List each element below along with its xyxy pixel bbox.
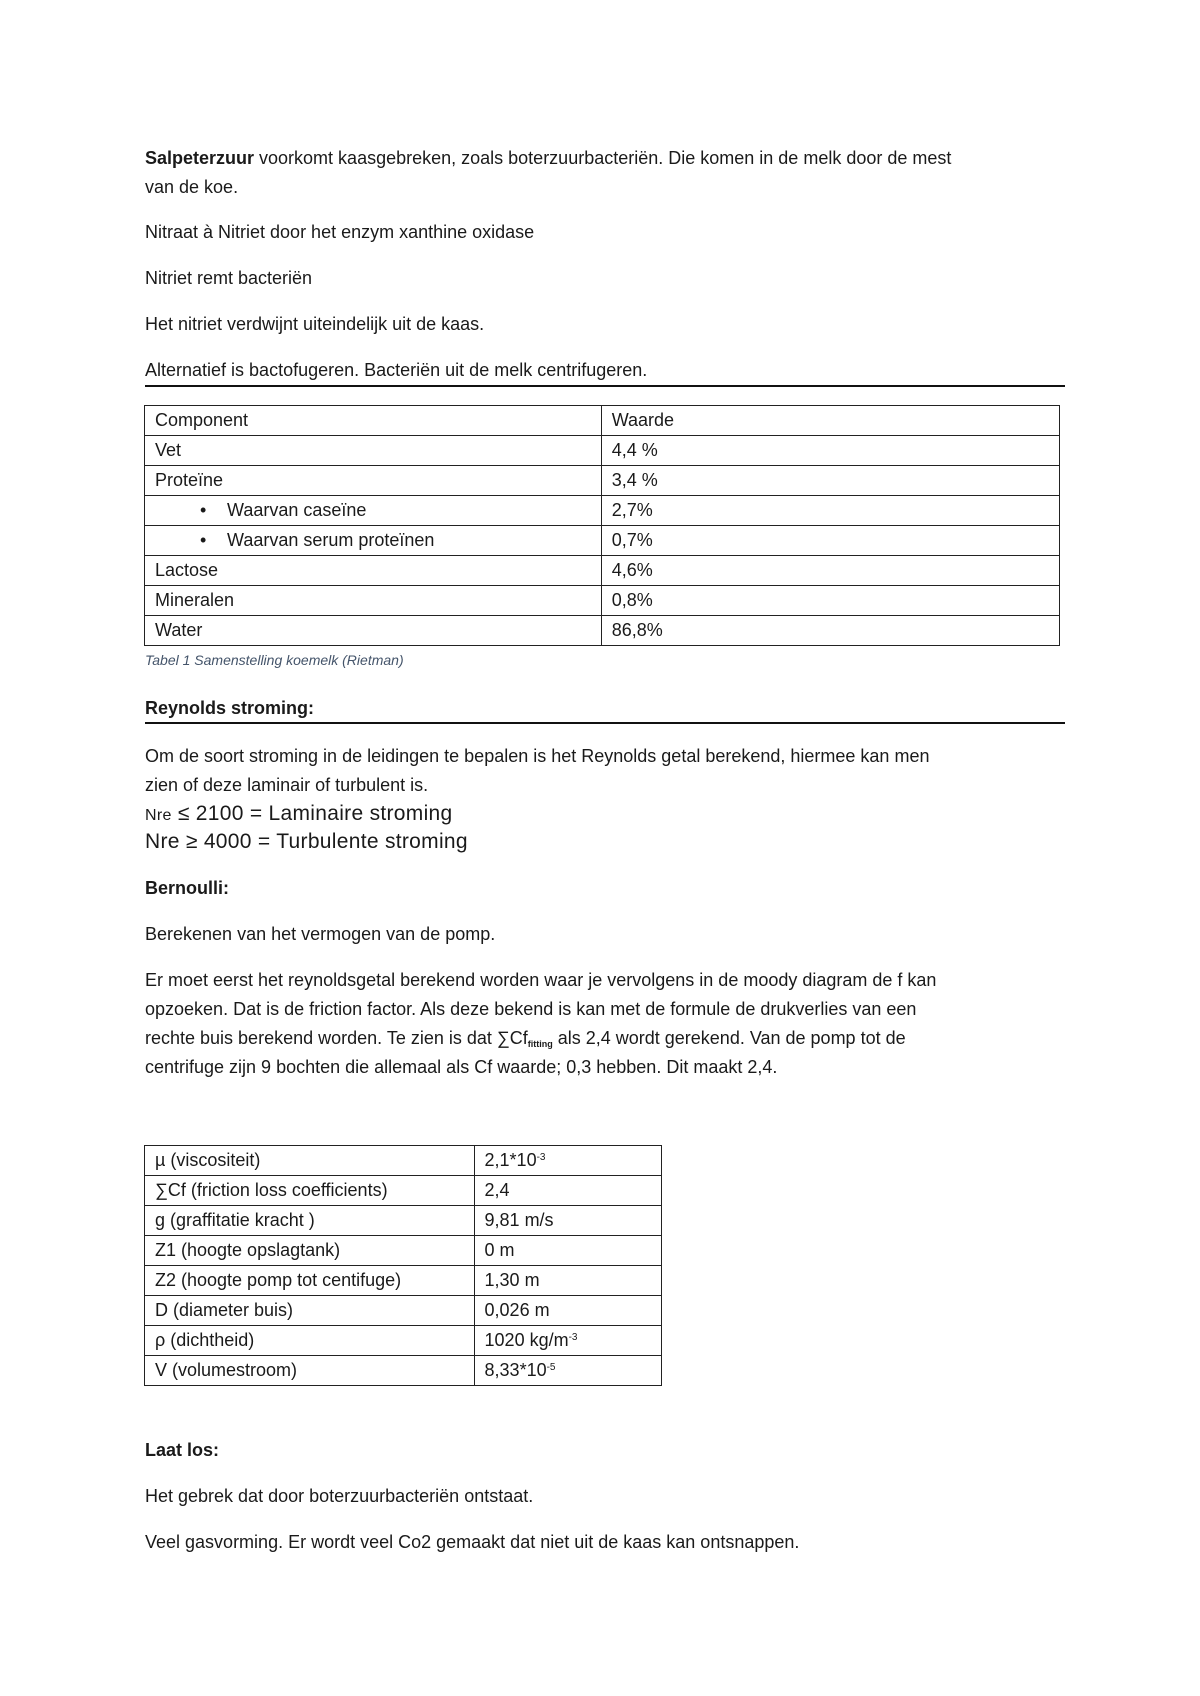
divider-line bbox=[145, 385, 1065, 387]
bullet-icon: • bbox=[200, 530, 207, 550]
component-label: Waarvan caseïne bbox=[227, 500, 367, 520]
table-caption: Tabel 1 Samenstelling koemelk (Rietman) bbox=[145, 652, 404, 668]
parameter-value-cell: 2,4 bbox=[474, 1176, 661, 1206]
bullet-icon: • bbox=[200, 500, 207, 520]
laat-los-paragraph1: Het gebrek dat door boterzuurbacteriën ontstaat. bbox=[145, 1486, 534, 1506]
parameter-value-cell: 0 m bbox=[474, 1236, 661, 1266]
nitrite-disappears-paragraph: Het nitriet verdwijnt uiteindelijk uit de kaas. bbox=[145, 314, 485, 334]
bernoulli-line2: opzoeken. Dat is de friction factor. Als deze bekend is kan met de formule de drukverlies van een bbox=[145, 999, 917, 1019]
component-cell: Water bbox=[145, 616, 602, 646]
table-row bbox=[145, 436, 1060, 466]
divider-line bbox=[145, 722, 1065, 724]
parameter-value-cell: 1,30 m bbox=[474, 1266, 661, 1296]
parameter-label-cell: g (graffitatie kracht ) bbox=[145, 1206, 475, 1236]
parameter-value: 8,33*10 bbox=[484, 1360, 547, 1380]
component-label: Waarvan serum proteïnen bbox=[227, 530, 435, 550]
table-row bbox=[145, 1296, 662, 1326]
value-cell: 4,6% bbox=[601, 556, 1059, 586]
intro-line2-text: van de koe. bbox=[145, 177, 239, 197]
value-cell: 4,4 % bbox=[601, 436, 1059, 466]
reynolds-paragraph bbox=[145, 742, 1065, 800]
parameter-table bbox=[144, 1145, 662, 1386]
parameter-label-cell: Z1 (hoogte opslagtank) bbox=[145, 1236, 475, 1266]
table-row bbox=[145, 496, 1060, 526]
table-row bbox=[145, 526, 1060, 556]
laat-los-heading: Laat los: bbox=[145, 1440, 220, 1460]
component-cell bbox=[145, 526, 602, 556]
parameter-value: 1020 kg/m bbox=[484, 1330, 569, 1350]
laat-los-paragraph2: Veel gasvorming. Er wordt veel Co2 gemaakt dat niet uit de kaas kan ontsnappen. bbox=[145, 1532, 800, 1552]
table-row bbox=[145, 466, 1060, 496]
parameter-label-cell: µ (viscositeit) bbox=[145, 1146, 475, 1176]
table-row bbox=[145, 1326, 662, 1356]
component-cell bbox=[145, 496, 602, 526]
turbulent-formula: Nre ≥ 4000 = Turbulente stroming bbox=[145, 830, 468, 853]
parameter-value-cell bbox=[474, 1146, 661, 1176]
parameter-label-cell: V (volumestroom) bbox=[145, 1356, 475, 1386]
parameter-value-cell bbox=[474, 1326, 661, 1356]
parameter-value-cell: 0,026 m bbox=[474, 1296, 661, 1326]
table-header-row bbox=[145, 406, 1060, 436]
composition-table bbox=[144, 405, 1060, 646]
component-cell: Proteïne bbox=[145, 466, 602, 496]
intro-paragraph bbox=[145, 144, 1065, 202]
table-row bbox=[145, 1356, 662, 1386]
nre-symbol: Nre bbox=[145, 807, 172, 824]
exponent: -3 bbox=[536, 1152, 546, 1163]
table-row bbox=[145, 556, 1060, 586]
table-row bbox=[145, 586, 1060, 616]
parameter-label-cell: Z2 (hoogte pomp tot centifuge) bbox=[145, 1266, 475, 1296]
table-row bbox=[145, 1236, 662, 1266]
table-row bbox=[145, 616, 1060, 646]
bernoulli-heading: Bernoulli: bbox=[145, 878, 229, 898]
exponent: -5 bbox=[546, 1362, 556, 1373]
laminar-formula bbox=[145, 800, 453, 830]
exponent: -3 bbox=[568, 1332, 578, 1343]
table-row bbox=[145, 1176, 662, 1206]
table-row bbox=[145, 1206, 662, 1236]
value-cell: 2,7% bbox=[601, 496, 1059, 526]
header-cell-value: Waarde bbox=[601, 406, 1059, 436]
reynolds-line1: Om de soort stroming in de leidingen te bepalen is het Reynolds getal berekend, hiermee kan men bbox=[145, 746, 930, 766]
alternative-paragraph: Alternatief is bactofugeren. Bacteriën uit de melk centrifugeren. bbox=[145, 360, 648, 380]
value-cell: 86,8% bbox=[601, 616, 1059, 646]
component-cell: Vet bbox=[145, 436, 602, 466]
parameter-value: 2,1*10 bbox=[484, 1150, 537, 1170]
parameter-label-cell: D (diameter buis) bbox=[145, 1296, 475, 1326]
bernoulli-line3a: rechte buis berekend worden. Te zien is dat ∑Cf bbox=[145, 1028, 528, 1048]
header-cell-component: Component bbox=[145, 406, 602, 436]
bernoulli-line1: Er moet eerst het reynoldsgetal berekend worden waar je vervolgens in de moody diagram de f kan bbox=[145, 970, 937, 990]
reynolds-heading: Reynolds stroming: bbox=[145, 698, 315, 718]
parameter-label-cell: ρ (dichtheid) bbox=[145, 1326, 475, 1356]
bernoulli-line3b: als 2,4 wordt gerekend. Van de pomp tot de bbox=[552, 1028, 906, 1048]
table-row bbox=[145, 1266, 662, 1296]
value-cell: 3,4 % bbox=[601, 466, 1059, 496]
value-cell: 0,7% bbox=[601, 526, 1059, 556]
fitting-subscript: fitting bbox=[527, 1039, 553, 1049]
intro-line1-text: voorkomt kaasgebreken, zoals boterzuurbacteriën. Die komen in de melk door de mest bbox=[254, 148, 952, 168]
value-cell: 0,8% bbox=[601, 586, 1059, 616]
nitrite-paragraph: Nitriet remt bacteriën bbox=[145, 268, 313, 288]
laminar-formula-text: ≤ 2100 = Laminaire stroming bbox=[171, 802, 453, 825]
reynolds-line2: zien of deze laminair of turbulent is. bbox=[145, 775, 429, 795]
bold-term: Salpeterzuur bbox=[145, 148, 255, 168]
bernoulli-intro: Berekenen van het vermogen van de pomp. bbox=[145, 924, 496, 944]
bernoulli-paragraph bbox=[145, 966, 1065, 1082]
parameter-value-cell bbox=[474, 1356, 661, 1386]
component-cell: Mineralen bbox=[145, 586, 602, 616]
component-cell: Lactose bbox=[145, 556, 602, 586]
table-row bbox=[145, 1146, 662, 1176]
bernoulli-line4: centrifuge zijn 9 bochten die allemaal als Cf waarde; 0,3 hebben. Dit maakt 2,4. bbox=[145, 1057, 778, 1077]
nitrate-paragraph: Nitraat à Nitriet door het enzym xanthine oxidase bbox=[145, 222, 535, 242]
parameter-value-cell: 9,81 m/s bbox=[474, 1206, 661, 1236]
parameter-label-cell: ∑Cf (friction loss coefficients) bbox=[145, 1176, 475, 1206]
